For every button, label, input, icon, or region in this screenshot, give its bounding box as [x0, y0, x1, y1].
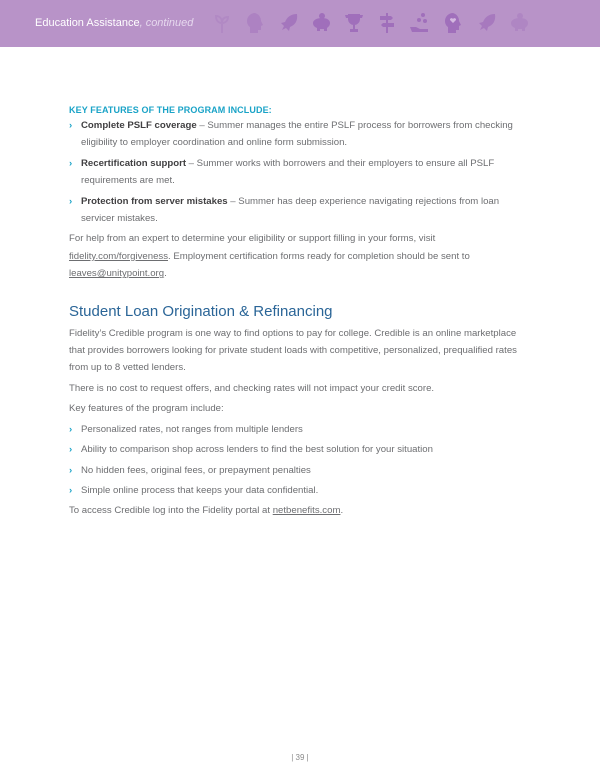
hand-coins-icon — [408, 11, 432, 35]
list-item — [69, 462, 531, 479]
piggy-bank-icon — [507, 11, 531, 35]
chevron-right-icon: › — [69, 120, 73, 131]
list-item — [69, 441, 531, 458]
header-icon-strip — [210, 8, 531, 38]
chevron-right-icon: › — [69, 195, 73, 207]
feature-text: Ability to comparison shop across lenders to find the best solution for your situation — [81, 444, 433, 456]
netbenefits-link[interactable]: netbenefits.com — [272, 505, 341, 517]
head-heart-icon — [243, 11, 267, 35]
head-heart-icon — [441, 11, 465, 35]
forgiveness-link[interactable]: fidelity.com/forgiveness — [69, 250, 168, 262]
help-text: . Employment certification forms ready for completion should be sent to — [168, 250, 470, 262]
list-item — [69, 193, 531, 228]
refinancing-intro: Fidelity’s Credible program is one way to find options to pay for college. Credible is an online marketplace that provides borrowers looking for private student loads with competitive, personalized, prequalified rates from up to 8 vetted lenders. — [69, 327, 517, 374]
feature-text: Personalized rates, not ranges from multiple lenders — [81, 423, 303, 435]
no-cost-note: There is no cost to request offers, and checking rates will not impact your credit score. — [69, 382, 435, 394]
refi-features-label: Key features of the program include: — [69, 403, 224, 415]
chevron-right-icon: › — [69, 464, 73, 476]
feature-text: – Summer manages the entire PSLF process for borrowers from checking eligibility to employer coordination and online form submission. — [81, 120, 513, 149]
pslf-features-list — [69, 117, 531, 227]
list-item — [69, 421, 531, 438]
access-paragraph — [69, 502, 531, 519]
refi-features-list — [69, 421, 531, 500]
section-continued: , continued — [139, 17, 194, 29]
list-item — [69, 482, 531, 499]
plant-icon — [210, 11, 234, 35]
chevron-right-icon: › — [69, 157, 73, 169]
feature-title: Protection from server mistakes — [81, 195, 228, 207]
list-item — [69, 117, 531, 152]
help-text: . — [164, 268, 167, 280]
page-number: | 39 | — [291, 753, 309, 762]
section-name: Education Assistance — [35, 17, 140, 29]
help-text: For help from an expert to determine your eligibility or support filling in your forms, visit — [69, 233, 436, 245]
feature-text: – Summer works with borrowers and their employers to ensure all PSLF requirements are met. — [81, 157, 495, 187]
page-content — [69, 104, 531, 523]
feature-text: – Summer has deep experience navigating rejections from loan servicer mistakes. — [81, 195, 500, 225]
section-header-band — [0, 0, 600, 47]
piggy-bank-icon — [309, 11, 333, 35]
chevron-right-icon: › — [69, 444, 73, 456]
refinancing-heading: Student Loan Origination & Refinancing — [69, 302, 333, 320]
section-title — [35, 17, 193, 29]
rocket-icon — [276, 11, 300, 35]
pslf-features-heading: KEY FEATURES OF THE PROGRAM INCLUDE: — [69, 105, 272, 115]
trophy-icon — [342, 11, 366, 35]
access-text: . — [340, 505, 344, 517]
list-item — [69, 155, 531, 190]
rocket-icon — [474, 11, 498, 35]
feature-text: No hidden fees, original fees, or prepayment penalties — [81, 464, 311, 476]
access-text: To access Credible log into the Fidelity portal at — [69, 505, 273, 517]
pslf-help-paragraph — [69, 230, 531, 282]
feature-title: Recertification support — [81, 157, 187, 169]
feature-title: Complete PSLF coverage — [81, 120, 197, 131]
signpost-icon — [375, 11, 399, 35]
chevron-right-icon: › — [69, 423, 73, 435]
chevron-right-icon: › — [69, 484, 73, 496]
email-link[interactable]: leaves@unitypoint.org — [69, 268, 165, 280]
feature-text: Simple online process that keeps your data confidential. — [81, 484, 319, 496]
